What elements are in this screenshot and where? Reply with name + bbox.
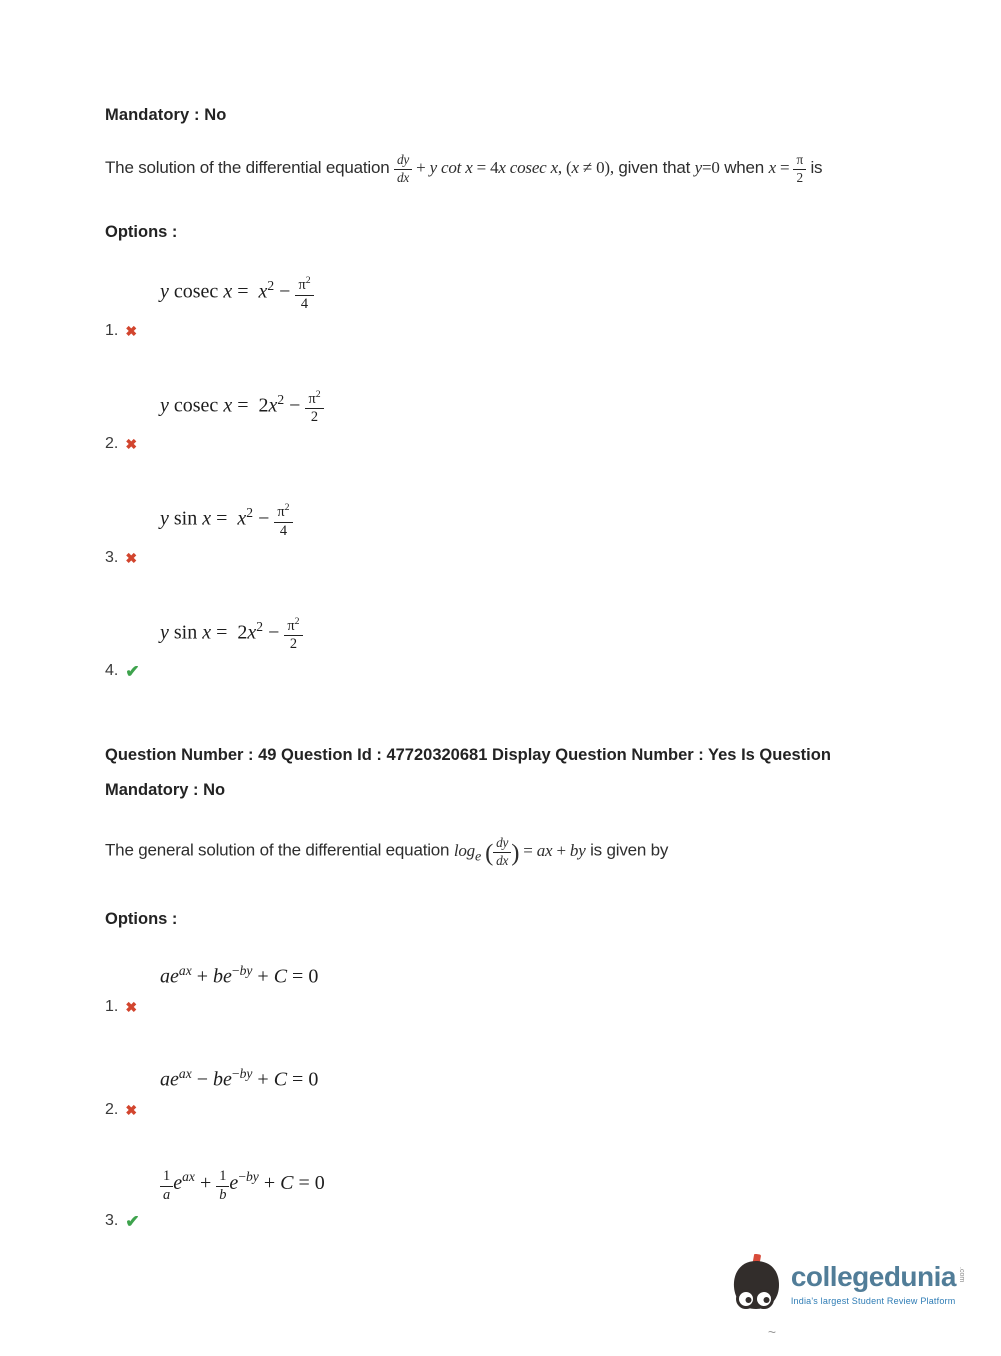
option-row [105, 963, 906, 1016]
option-number: 1. [105, 998, 119, 1016]
options-list-2 [105, 963, 906, 1230]
wrong-answer-icon: ✖ [125, 322, 138, 339]
question-49-header: Question Number : 49 Question Id : 47720320681 Display Question Number : Yes Is Question Mandatory : No [105, 746, 831, 799]
options-label-1: Options : [105, 223, 178, 242]
option-marker [105, 1212, 906, 1230]
option-number: 3. [105, 548, 119, 566]
squiggle-mark: ~ [767, 1324, 776, 1340]
option-formula: y $\sin x = x^2$ − $\frac{\pi^2}{4}$ [160, 503, 906, 539]
brand-name: collegedunia [790, 1260, 956, 1292]
brand-footer [729, 1254, 965, 1312]
option-formula: y cosec $x = x^2$ − $\frac{\pi^2}{4}$ [160, 276, 906, 312]
collegedunia-mascot-icon [729, 1254, 783, 1312]
option-marker [105, 1101, 906, 1119]
option-marker [105, 322, 906, 340]
wrong-answer-icon: ✖ [125, 549, 138, 566]
wrong-answer-icon: ✖ [125, 999, 138, 1016]
options-label-2: Options : [105, 910, 178, 929]
option-marker [105, 998, 906, 1016]
option-formula: y cosec $x = 2x^2$ − $\frac{\pi^2}{2}$ [160, 390, 906, 426]
option-row [105, 390, 906, 453]
option-marker [105, 435, 906, 453]
option-row [105, 1066, 906, 1119]
correct-answer-icon: ✔ [125, 1211, 140, 1231]
options-list-1 [105, 276, 906, 680]
option-marker [105, 549, 906, 567]
question-2-text: The general solution of the differential equation $\log_e$ ( $\frac{dy}{dx}$ ) = ax + by is given by [105, 834, 669, 868]
option-formula: $\frac{1}{a}$ $e^{ax}$ + $\frac{1}{b}$ $e^{-by} + C = 0$ [160, 1169, 906, 1204]
brand-text-block [791, 1261, 965, 1306]
correct-answer-icon: ✔ [125, 661, 140, 681]
option-number: 2. [105, 1100, 119, 1118]
wrong-answer-icon: ✖ [125, 436, 138, 453]
option-number: 1. [105, 321, 119, 339]
option-row [105, 617, 906, 680]
option-number: 2. [105, 435, 119, 453]
option-marker [105, 662, 906, 680]
option-row [105, 1169, 906, 1231]
option-formula: $ae^{ax} + be^{-by} + C = 0$ [160, 963, 319, 989]
wrong-answer-icon: ✖ [125, 1101, 138, 1118]
mandatory-label: Mandatory : No [105, 106, 227, 124]
question-1-text: The solution of the differential equation $\frac{dy}{dx}$ + y cot x = 4x cosec x, (x ≠ 0), given that y=0 when x = $\frac{\pi}{2}$ is [105, 152, 823, 185]
option-row [105, 503, 906, 566]
brand-suffix: .com [958, 1266, 965, 1282]
brand-tagline: India's largest Student Review Platform [790, 1295, 956, 1306]
option-number: 3. [105, 1212, 119, 1230]
option-formula: y $\sin x = 2x^2$ − $\frac{\pi^2}{2}$ [160, 617, 906, 653]
option-formula: $ae^{ax} - be^{-by} + C = 0$ [160, 1066, 319, 1091]
option-row [105, 276, 906, 339]
option-number: 4. [105, 662, 119, 680]
